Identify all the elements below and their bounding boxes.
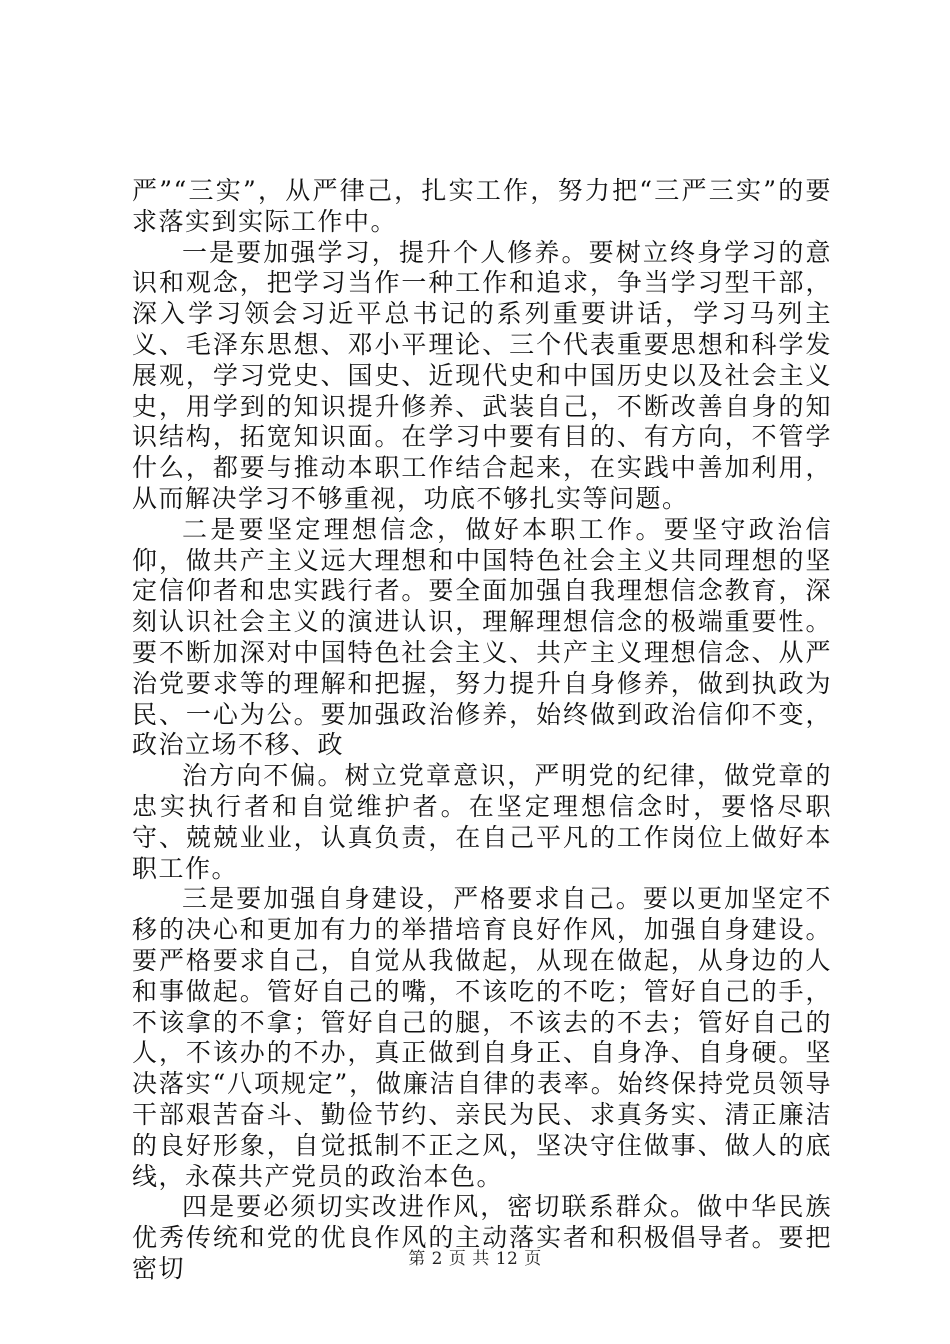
paragraph-ideals-continued: 治方向不偏。树立党章意识，严明党的纪律，做党章的忠实执行者和自觉维护者。在坚定理想信念时，要恪尽职守、兢兢业业，认真负责，在自己平凡的工作岗位上做好本职工作。 — [132, 761, 832, 883]
paragraph-work-style: 四是要必须切实改进作风，密切联系群众。做中华民族优秀传统和党的优良作风的主动落实者和积极倡导者。要把密切 — [132, 1192, 832, 1283]
paragraph-continuation: 严”“三实”，从严律己，扎实工作，努力把“三严三实”的要求落实到实际工作中。 — [132, 176, 832, 236]
paragraph-ideals: 二是要坚定理想信念，做好本职工作。要坚守政治信仰，做共产主义远大理想和中国特色社会主义共同理想的坚定信仰者和忠实践行者。要全面加强自我理想信念教育，深刻认识社会主义的演进认识，理解理想信念的极端重要性。要不断加深对中国特色社会主义、共产主义理想信念、从严治党要求等的理解和把握，努力提升自身修养，做到执政为民、一心为公。要加强政治修养，始终做到政治信仰不变，政治立场不移、政 — [132, 514, 832, 760]
paragraph-study: 一是要加强学习，提升个人修养。要树立终身学习的意识和观念，把学习当作一种工作和追求，争当学习型干部，深入学习领会习近平总书记的系列重要讲话，学习马列主义、毛泽东思想、邓小平理论、三个代表重要思想和科学发展观，学习党史、国史、近现代史和中国历史以及社会主义史，用学到的知识提升修养、武装自己，不断改善自身的知识结构，拓宽知识面。在学习中要有目的、有方向，不管学什么，都要与推动本职工作结合起来，在实践中善加利用，从而解决学习不够重视，功底不够扎实等问题。 — [132, 237, 832, 513]
document-body — [132, 176, 832, 1285]
page-number-footer: 第 2 页 共 12 页 — [408, 1249, 542, 1269]
paragraph-self-discipline: 三是要加强自身建设，严格要求自己。要以更加坚定不移的决心和更加有力的举措培育良好作风，加强自身建设。要严格要求自己，自觉从我做起，从现在做起，从身边的人和事做起。管好自己的嘴，不该吃的不吃；管好自己的手，不该拿的不拿；管好自己的腿，不该去的不去；管好自己的人，不该办的不办，真正做到自身正、自身净、自身硬。坚决落实“八项规定”，做廉洁自律的表率。始终保持党员领导干部艰苦奋斗、勤俭节约、亲民为民、求真务实、清正廉洁的良好形象，自觉抵制不正之风，坚决守住做事、做人的底线，永葆共产党员的政治本色。 — [132, 884, 832, 1191]
